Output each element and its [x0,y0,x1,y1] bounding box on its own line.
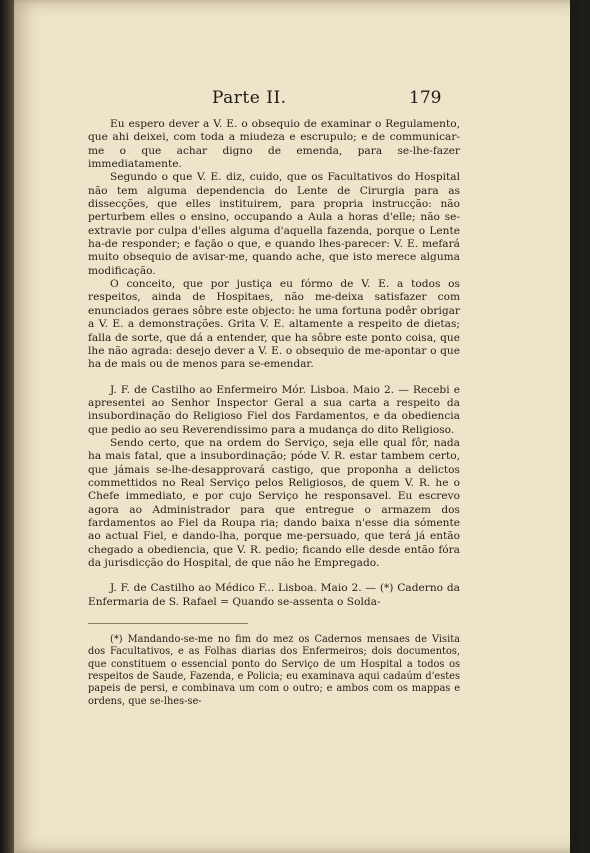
letter-heading-enfermeiro: J. F. de Castilho ao Enfermeiro Mór. Lisboa. Maio 2. — Recebi e apresentei ao Senhor Inspector Geral a sua carta a respeito da insubordinação do Religioso Fiel dos Fardamentos, e da obediencia que pedio ao seu Reverendissimo para a mudança do dito Religioso. [88,383,460,436]
page-edge [570,0,580,853]
footnote-block [88,634,460,708]
book-page [14,0,580,853]
paragraph-5: Sendo certo, que na ordem do Serviço, seja elle qual fôr, nada ha mais fatal, que a insubordinação; póde V. R. estar tambem certo, que jámais se-lhe-desapprovará castigo, que proponha a delictos commettidos no Real Serviço pelos Religiosos, de quem V. R. he o Chefe immediato, e por cujo Serviço he responsavel. Eu escrevo agora ao Administrador para que entregue o armazem dos fardamentos ao Fiel da Roupa ria; dando baixa n'esse dia sómente ao actual Fiel, e dando-lha, porque me-persuado, que terá já então chegado a obediencia, que V. R. pedio; ficando elle desde então fóra da jurisdicção do Hospital, de que não he Empregado. [88,436,460,569]
running-title: Parte II. [212,88,287,108]
running-header [14,88,580,112]
page-number: 179 [409,88,442,108]
paragraph-2: Segundo o que V. E. diz, cuido, que os Facultativos do Hospital não tem alguma dependencia do Lente de Cirurgia para as dissecções, que elles instituirem, para propria instrucção: não perturbem elles o ensino, occupando a Aula a horas d'elle; não se-extravie por culpa d'elles alguma d'aquella fazenda, porque o Lente ha-de responder; e façāo o que, e quando lhes-parecer: V. E. mefará muito obsequio de avisar-me, quando ache, que isto merece alguma modificação. [88,171,460,277]
footnote-divider [88,623,248,624]
body-text [88,118,460,708]
footnote-text: (*) Mandando-se-me no fim do mez os Cadernos mensaes de Visita dos Facultativos, e as Folhas diarias dos Enfermeiros; dois documentos, que constituem o essencial ponto do Serviço de um Hospital a todos os respeitos de Saude, Fazenda, e Policia; eu examinava aqui cadaúm d'estes papeis de persi, e combinava um com o outro; e ambos com os mappas e ordens, que se-lhes-se- [88,634,460,707]
letter-heading-medico: J. F. de Castilho ao Médico F... Lisboa. Maio 2. — (*) Caderno da Enfermaria de S. Rafael = Quando se-assenta o Solda- [88,582,460,608]
book-binding [0,0,14,853]
paragraph-3: O conceito, que por justiça eu fórmo de V. E. a todos os respeitos, ainda de Hospitaes, não me-deixa satisfazer com enunciados geraes sôbre este objecto: he uma fortuna podêr obrigar a V. E. a demonstrações. Grita V. E. altamente a respeito de dietas; falla de sorte, que dá a entender, que ha sôbre este ponto coisa, que lhe não agrada: desejo dever a V. E. o obsequio de me-apontar o que ha de mais ou de menos para se-emendar. [88,278,460,371]
paragraph-1: Eu espero dever a V. E. o obsequio de examinar o Regulamento, que ahi deixei, com toda a miudeza e escrupulo; e de communicar-me o que achar digno de emenda, para se-lhe-fazer immediatamente. [88,118,460,171]
